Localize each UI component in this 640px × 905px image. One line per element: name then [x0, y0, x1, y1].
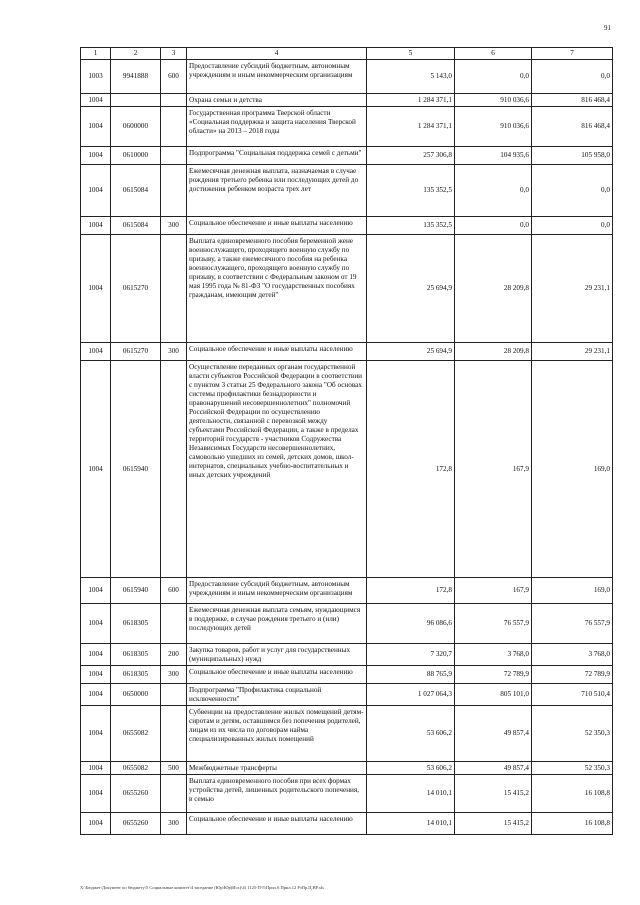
expense-type-cell: [161, 235, 187, 343]
amount-cell: 257 306,8: [367, 147, 455, 165]
amount-cell: 49 857,4: [455, 706, 532, 762]
description-cell: Предоставление субсидий бюджетным, автономным учреждениям и иным некоммерческим организациям: [187, 60, 367, 94]
amount-cell: 1 284 371,1: [367, 107, 455, 147]
header-cell: 3: [161, 48, 187, 60]
expense-type-cell: 500: [161, 762, 187, 775]
amount-cell: 28 209,8: [455, 235, 532, 343]
amount-cell: 52 350,3: [532, 762, 613, 775]
section-code-cell: 1004: [81, 343, 111, 361]
section-code-cell: 1004: [81, 604, 111, 644]
amount-cell: 135 352,5: [367, 217, 455, 235]
amount-cell: 76 557,9: [532, 604, 613, 644]
section-code-cell: 1004: [81, 361, 111, 578]
expense-type-cell: [161, 684, 187, 706]
description-cell: Выплата единовременного пособия при всех формах устройства детей, лишенных родительского попечения, в семью: [187, 775, 367, 813]
description-cell: Ежемесячная денежная выплата, назначаемая в случае рождения третьего ребенка или последующих детей до достижения ребенком возраста трех лет: [187, 165, 367, 217]
expense-type-cell: [161, 165, 187, 217]
amount-cell: 16 108,8: [532, 813, 613, 835]
amount-cell: 910 036,6: [455, 107, 532, 147]
target-article-cell: 0655260: [111, 775, 161, 813]
header-cell: 2: [111, 48, 161, 60]
target-article-cell: 0618305: [111, 604, 161, 644]
amount-cell: 167,9: [455, 361, 532, 578]
amount-cell: 16 108,8: [532, 775, 613, 813]
expense-type-cell: [161, 94, 187, 107]
header-cell: 5: [367, 48, 455, 60]
amount-cell: 52 350,3: [532, 706, 613, 762]
expense-type-cell: [161, 147, 187, 165]
target-article-cell: 0615084: [111, 165, 161, 217]
table-row: [81, 361, 613, 578]
description-cell: Выплата единовременного пособия беременной жене военнослужащего, проходящего военную службу по призыву, а также ежемесячного пособия на ребенка военнослужащего, проходящего военную службу по призыву, в соответствии с Федеральным законом от 19 мая 1995 года № 81-ФЗ "О государственных пособиях гражданам, имеющим детей": [187, 235, 367, 343]
amount-cell: 72 789,9: [455, 666, 532, 684]
table-row: [81, 684, 613, 706]
section-code-cell: 1004: [81, 684, 111, 706]
section-code-cell: 1004: [81, 813, 111, 835]
expense-type-cell: [161, 604, 187, 644]
header-cell: 1: [81, 48, 111, 60]
header-cell: 7: [532, 48, 613, 60]
target-article-cell: 0650000: [111, 684, 161, 706]
description-cell: Подпрограмма "Социальная поддержка семей с детьми": [187, 147, 367, 165]
expense-type-cell: [161, 775, 187, 813]
amount-cell: 910 036,6: [455, 94, 532, 107]
table-row: [81, 107, 613, 147]
section-code-cell: 1004: [81, 775, 111, 813]
expense-type-cell: 300: [161, 813, 187, 835]
amount-cell: 816 468,4: [532, 94, 613, 107]
expense-type-cell: 300: [161, 343, 187, 361]
table-row: [81, 644, 613, 666]
amount-cell: 53 606,2: [367, 762, 455, 775]
target-article-cell: 9941888: [111, 60, 161, 94]
amount-cell: 49 857,4: [455, 762, 532, 775]
section-code-cell: 1004: [81, 94, 111, 107]
section-code-cell: 1004: [81, 235, 111, 343]
description-cell: Закупка товаров, работ и услуг для государственных (муниципальных) нужд: [187, 644, 367, 666]
amount-cell: 76 557,9: [455, 604, 532, 644]
target-article-cell: 0615940: [111, 361, 161, 578]
amount-cell: 1 027 064,3: [367, 684, 455, 706]
amount-cell: 167,9: [455, 578, 532, 604]
target-article-cell: 0615940: [111, 578, 161, 604]
amount-cell: 25 694,9: [367, 235, 455, 343]
description-cell: Межбюджетные трансферты: [187, 762, 367, 775]
table-row: [81, 343, 613, 361]
amount-cell: 1 284 371,1: [367, 94, 455, 107]
amount-cell: 29 231,1: [532, 235, 613, 343]
table-row: [81, 217, 613, 235]
expense-type-cell: 600: [161, 60, 187, 94]
header-row: [81, 48, 613, 60]
target-article-cell: 0618305: [111, 666, 161, 684]
section-code-cell: 1004: [81, 706, 111, 762]
amount-cell: 135 352,5: [367, 165, 455, 217]
expense-type-cell: [161, 706, 187, 762]
amount-cell: 88 765,9: [367, 666, 455, 684]
amount-cell: 710 510,4: [532, 684, 613, 706]
amount-cell: 172,8: [367, 578, 455, 604]
section-code-cell: 1004: [81, 165, 111, 217]
target-article-cell: 0600000: [111, 107, 161, 147]
amount-cell: 169,0: [532, 361, 613, 578]
description-cell: Государственная программа Тверской области «Социальная поддержка и защита населения Тверской области» на 2013 – 2018 годы: [187, 107, 367, 147]
table-row: [81, 775, 613, 813]
description-cell: Социальное обеспечение и иные выплаты населению: [187, 666, 367, 684]
expense-type-cell: 600: [161, 578, 187, 604]
amount-cell: 3 768,0: [455, 644, 532, 666]
page-number: 91: [604, 24, 611, 32]
header-cell: 6: [455, 48, 532, 60]
expense-type-cell: [161, 107, 187, 147]
target-article-cell: [111, 94, 161, 107]
table-row: [81, 147, 613, 165]
budget-table: [80, 47, 613, 835]
description-cell: Предоставление субсидий бюджетным, автономным учреждениям и иным некоммерческим организациям: [187, 578, 367, 604]
table-row: [81, 94, 613, 107]
file-path-footer: X:\Бюджет\Документ по бюджету\5 Социальные комитет\4 заседание (Юр\Юр(Исх)\4) 1125-П-5\Прил.6 Прил.12 РзПр.Ц.ВР.xls: [80, 885, 324, 890]
description-cell: Осуществление переданных органам государственной власти субъектов Российской Федерации в соответствии с пунктом 3 статьи 25 Федерального закона "Об основах системы профилактики безнадзорности и правонарушений несовершеннолетних" полномочий Российской Федерации по осуществлению деятельности, связанной с перевозкой между субъектами Российской Федерации, а также в пределах территорий государств - участников Содружества Независимых Государств несовершеннолетних, самовольно ушедших из семей, детских домов, школ-интернатов, специальных учебно-воспитательных и иных детских учреждений: [187, 361, 367, 578]
section-code-cell: 1004: [81, 578, 111, 604]
amount-cell: 5 143,0: [367, 60, 455, 94]
section-code-cell: 1004: [81, 762, 111, 775]
amount-cell: 169,0: [532, 578, 613, 604]
description-cell: Субвенции на предоставление жилых помещений детям-сиротам и детям, оставшимся без попечения родителей, лицам из их числа по договорам найма специализированных жилых помещений: [187, 706, 367, 762]
amount-cell: 15 415,2: [455, 775, 532, 813]
section-code-cell: 1004: [81, 644, 111, 666]
section-code-cell: 1004: [81, 217, 111, 235]
expense-type-cell: 300: [161, 666, 187, 684]
amount-cell: 105 958,0: [532, 147, 613, 165]
table-row: [81, 604, 613, 644]
description-cell: Охрана семьи и детства: [187, 94, 367, 107]
amount-cell: 29 231,1: [532, 343, 613, 361]
description-cell: Социальное обеспечение и иные выплаты населению: [187, 217, 367, 235]
amount-cell: 805 101,0: [455, 684, 532, 706]
target-article-cell: 0615270: [111, 235, 161, 343]
table-row: [81, 666, 613, 684]
target-article-cell: 0655082: [111, 762, 161, 775]
table-row: [81, 235, 613, 343]
target-article-cell: 0618305: [111, 644, 161, 666]
table-row: [81, 165, 613, 217]
amount-cell: 7 320,7: [367, 644, 455, 666]
target-article-cell: 0615270: [111, 343, 161, 361]
amount-cell: 172,8: [367, 361, 455, 578]
amount-cell: 3 768,0: [532, 644, 613, 666]
amount-cell: 0,0: [455, 60, 532, 94]
section-code-cell: 1004: [81, 107, 111, 147]
amount-cell: 0,0: [532, 60, 613, 94]
amount-cell: 0,0: [455, 217, 532, 235]
table-row: [81, 706, 613, 762]
target-article-cell: 0655260: [111, 813, 161, 835]
header-cell: 4: [187, 48, 367, 60]
amount-cell: 96 086,6: [367, 604, 455, 644]
table-row: [81, 762, 613, 775]
amount-cell: 0,0: [532, 217, 613, 235]
table-row: [81, 578, 613, 604]
expense-type-cell: 300: [161, 217, 187, 235]
target-article-cell: 0615084: [111, 217, 161, 235]
amount-cell: 816 468,4: [532, 107, 613, 147]
expense-type-cell: [161, 361, 187, 578]
section-code-cell: 1003: [81, 60, 111, 94]
amount-cell: 25 694,9: [367, 343, 455, 361]
amount-cell: 14 010,1: [367, 813, 455, 835]
amount-cell: 15 415,2: [455, 813, 532, 835]
section-code-cell: 1004: [81, 147, 111, 165]
section-code-cell: 1004: [81, 666, 111, 684]
description-cell: Социальное обеспечение и иные выплаты населению: [187, 813, 367, 835]
target-article-cell: 0610000: [111, 147, 161, 165]
description-cell: Ежемесячная денежная выплата семьям, нуждающимся в поддержке, в случае рождения третьего и (или) последующих детей: [187, 604, 367, 644]
amount-cell: 28 209,8: [455, 343, 532, 361]
table-row: [81, 60, 613, 94]
amount-cell: 0,0: [532, 165, 613, 217]
description-cell: Социальное обеспечение и иные выплаты населению: [187, 343, 367, 361]
amount-cell: 104 935,6: [455, 147, 532, 165]
description-cell: Подпрограмма "Профилактика социальной исключенности": [187, 684, 367, 706]
amount-cell: 72 789,9: [532, 666, 613, 684]
amount-cell: 0,0: [455, 165, 532, 217]
table-row: [81, 813, 613, 835]
amount-cell: 53 606,2: [367, 706, 455, 762]
target-article-cell: 0655082: [111, 706, 161, 762]
expense-type-cell: 200: [161, 644, 187, 666]
amount-cell: 14 010,1: [367, 775, 455, 813]
